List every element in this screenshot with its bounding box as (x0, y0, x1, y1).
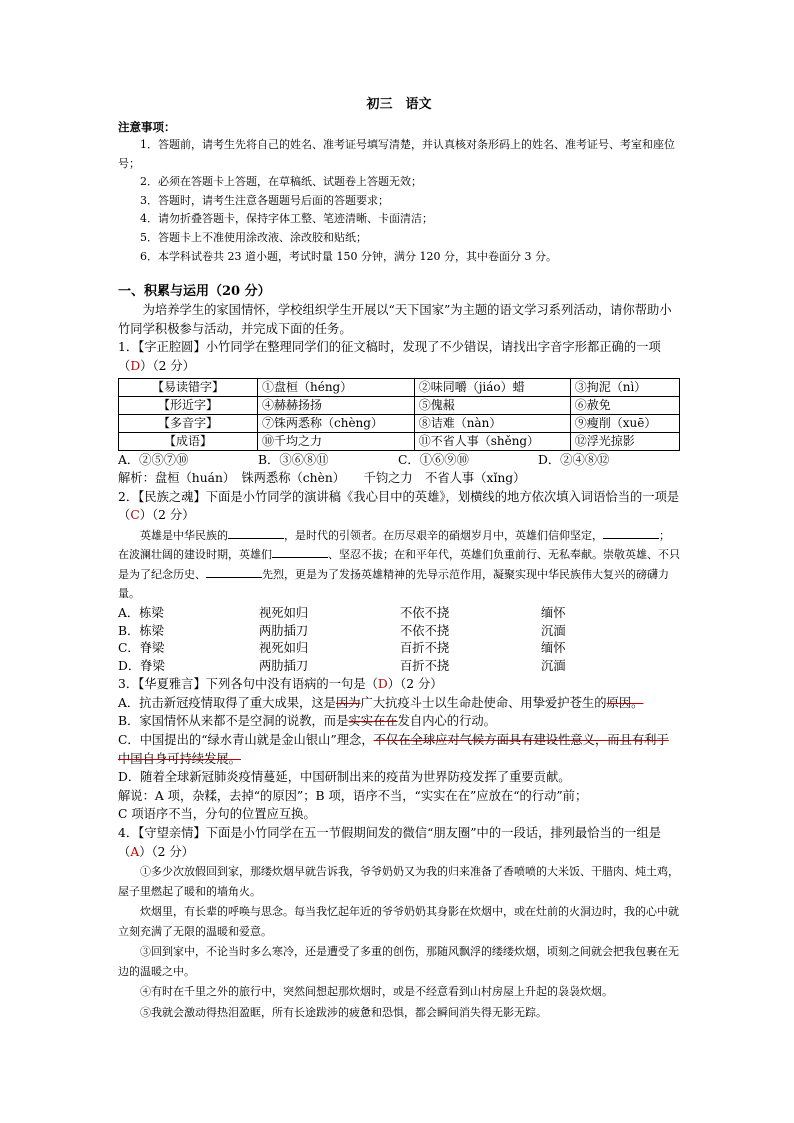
note-item: 3．答题时，请考生注意各题题号后面的答题要求； (140, 193, 389, 207)
option-row: C．脊梁 视死如归 百折不挠 缅怀 (118, 641, 566, 656)
option-a: A．②⑤⑦⑩ (118, 452, 189, 467)
option-row: A．栋梁 视死如归 不依不挠 缅怀 (118, 605, 566, 620)
exam-page (118, 96, 680, 1023)
note-item: 2．必须在答题卡上答题，在草稿纸、试题卷上答题无效； (140, 175, 422, 189)
question-1-table (118, 378, 680, 451)
option-b: B．③⑥⑧⑪ (258, 452, 329, 467)
note-item: 6．本学科试卷共 23 道小题，考试时量 150 分钟，满分 120 分，其中卷面分 3 分。 (140, 249, 557, 263)
table-cell: ⑫浮光掠影 (570, 432, 679, 450)
note-item: 4．请勿折叠答题卡，保持字体工整、笔迹清晰、卡面清洁； (140, 212, 433, 226)
question-2-answer: C (130, 508, 140, 523)
question-3-analysis: C 项语序不当，分句的位置应互换。 (118, 807, 316, 822)
section-heading: 一、积累与运用（20 分） (118, 284, 271, 300)
question-1-answer: D (130, 358, 141, 373)
table-cell: ⑥赦免 (570, 396, 679, 414)
question-2-options (118, 605, 680, 675)
table-cell: 【形近字】 (119, 396, 258, 414)
strike-mark: 不仅在全球应对气候方面具有建设性意义， (373, 733, 608, 748)
table-cell: 【成语】 (119, 432, 258, 450)
table-cell: ⑧诘难（nàn） (414, 414, 570, 432)
table-cell: 【多音字】 (119, 414, 258, 432)
blank-line (228, 538, 284, 539)
table-cell: ⑪不省人事（shěng） (414, 432, 570, 450)
table-row (119, 396, 680, 414)
table-cell: ③拘泥（nì） (570, 378, 679, 396)
section-intro: 为培养学生的家国情怀，学校组织学生开展以“天下国家”为主题的语文学习系列活动，请你帮助小竹同学积极参与活动，并完成下面的任务。 (118, 303, 672, 336)
page-title: 初三 语文 (366, 97, 432, 112)
question-1-stem: 1．【字正腔圆】小竹同学在整理同学们的征文稿时，发现了不少错误，请找出字音字形都正确的一项（D）（2 分） (118, 340, 661, 373)
question-1-options (118, 451, 680, 470)
list-item: ⑤我就会激动得热泪盈眶，所有长途跋涉的疲惫和恐惧，都会瞬间消失得无影无踪。 (140, 1005, 547, 1019)
note-item: 1．答题前，请考生先将自己的姓名、准考证号填写清楚，并认真核对条形码上的姓名、准考证号、考室和座位号； (118, 138, 675, 170)
option-row: B．栋梁 两肋插刀 不依不挠 沉湎 (118, 623, 566, 638)
notes-block (118, 118, 680, 266)
strike-mark: 实实在在 (348, 714, 398, 729)
table-cell: 【易读错字】 (119, 378, 258, 396)
option-d: D．②④⑧⑫ (538, 452, 610, 467)
blank-line (603, 538, 659, 539)
blank-line (272, 557, 328, 558)
table-cell: ⑤傀赧 (414, 396, 570, 414)
table-cell: ⑩千均之力 (258, 432, 415, 450)
option-row: D．脊梁 两肋插刀 百折不挠 沉湎 (118, 658, 566, 673)
option-d: D．随着全球新冠肺炎疫情蔓延，中国研制出来的疫苗为世界防疫发挥了重要贡献。 (118, 770, 571, 785)
question-4-stem: 4．【守望亲情】下面是小竹同学在五一节假期间发的微信“朋友圈”中的一段话，排列最恰当的一组是（A）（2 分） (118, 826, 662, 859)
question-2-stem: 2．【民族之魂】下面是小竹同学的演讲稿《我心目中的英雄》，划横线的地方依次填入词语恰当的一项是（C）（2 分） (118, 489, 680, 523)
option-c: C．①⑥⑨⑩ (398, 452, 469, 467)
table-row (119, 414, 680, 432)
question-1-analysis: 解析：盘桓（huán） 铢两悉称（chèn） 千钧之力 不省人事（xǐng） (118, 471, 526, 486)
table-row (119, 378, 680, 396)
strike-mark: 原因。 (606, 695, 644, 710)
option-b: B．家国情怀从来都不是空洞的说教，而是实实在在发自内心的行动。 (118, 714, 496, 729)
table-row (119, 432, 680, 450)
blank-line (206, 577, 262, 578)
list-item: ③回到家中，不论当时多么寒冷，还是遭受了多重的创伤，那随风飘浮的缕缕炊烟，顷刻之间就会把我包裹在无边的温暖之中。 (118, 945, 679, 978)
list-item: ①多少次放假回到家，那缕炊烟早就告诉我，爷爷奶奶又为我的归来准备了香喷喷的大米饭、干腊肉、炖土鸡，屋子里燃起了暖和的墙角火。 (118, 865, 679, 898)
list-item: ④有时在千里之外的旅行中，突然间想起那炊烟时，或是不经意看到山村房屋上升起的袅袅炊烟。 (140, 985, 613, 999)
table-cell: ⑨瘦削（xuē） (570, 414, 679, 432)
note-item: 5．答题卡上不准使用涂改液、涂改胶和贴纸； (140, 230, 367, 244)
list-item: 炊烟里，有长辈的呼唤与思念。每当我忆起年近的爷爷奶奶其身影在炊烟中，或在灶前的火洞边时，我的心中就立刻充满了无限的温暖和爱意。 (118, 905, 679, 938)
option-a: A．抗击新冠疫情取得了重大成果，这是因为广大抗疫斗士以生命赴使命、用挚爱护苍生的原因。 (118, 695, 644, 710)
table-cell: ②味同嚼（jiáo）蜡 (414, 378, 570, 396)
question-4-answer: A (130, 844, 140, 859)
table-cell: ④赫赫扬扬 (258, 396, 415, 414)
option-c: C．中国提出的“绿水青山就是金山银山”理念，不仅在全球应对气候方面具有建设性意义，而且有利于中国自身可持续发展。 (118, 733, 669, 766)
question-3-answer: D (377, 677, 388, 692)
notes-heading: 注意事项： (118, 120, 176, 134)
table-cell: ①盘桓（héng） (258, 378, 415, 396)
table-cell: ⑦铢两悉称（chèng） (258, 414, 415, 432)
strike-mark: 因为 (335, 695, 361, 710)
strike-mark: 而且有利于中国自身可持续发展。 (118, 733, 669, 766)
question-2-passage: 英雄是中华民族的 ，是时代的引领者。在历尽艰辛的硝烟岁月中，英雄们信仰坚定， ；在波澜壮阔的建设时期，英雄们 、坚忍不拔；在和平年代，英雄们负重前行、无私奉献。崇敬英雄、不只是为了纪念历史、 先烈，更是为了发扬英雄精神的先导示范作用，凝聚实现中华民族伟大复兴的磅礴力量。 (118, 528, 680, 601)
question-3-analysis: 解说：A 项，杂糅，去掉“的原因”；B 项，语序不当，“实实在在”应放在“的行动”前； (118, 788, 588, 803)
question-3-stem: 3．【华夏雅言】下列各句中没有语病的一句是（D）（2 分） (118, 677, 443, 692)
